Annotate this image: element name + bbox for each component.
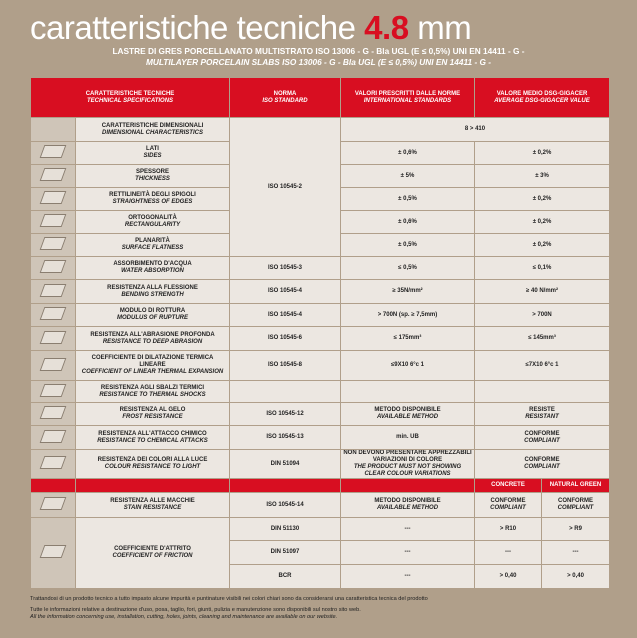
header-characteristics: CARATTERISTICHE TECNICHE TECHNICAL SPECIFICATIONS: [31, 78, 230, 118]
title-unit: mm: [417, 9, 472, 46]
table-row: CARATTERISTICHE DIMENSIONALI DIMENSIONAL CHARACTERISTICS ISO 10545-2 8 > 410: [31, 118, 610, 142]
table-row: BCR --- > 0,40 > 0,40: [31, 565, 610, 589]
thermal-shock-icon: [40, 384, 67, 397]
footnote-info-it: Tutte le informazioni relative a destinazione d'uso, posa, taglio, fori, giunti, pulizia e manutenzione sono disponibili sul nostro sito web.: [30, 607, 361, 613]
spec-table: [30, 77, 610, 589]
table-row: PLANARITÀ SURFACE FLATNESS ± 0,5% ± 0,2%: [31, 234, 610, 257]
flatness-icon: [40, 237, 67, 250]
footnote-info-en: All the information concerning use, installation, cutting, holes, joints, cleaning and maintenance are available on our website.: [30, 614, 338, 620]
table-row: MODULO DI ROTTURA MODULUS OF RUPTURE ISO 10545-4 > 700N (sp. ≥ 7,5mm) > 700N: [31, 304, 610, 327]
header-standard-values: VALORI PRESCRITTI DALLE NORME INTERNATIONAL STANDARDS: [341, 78, 475, 118]
table-row: COEFFICIENTE DI DILATAZIONE TERMICA LINEARE COEFFICIENT OF LINEAR THERMAL EXPANSION ISO 10545-8 ≤9X10 6°c 1 ≤7X10 6°c 1: [31, 351, 610, 381]
abrasion-icon: [40, 331, 67, 344]
table-row: ASSORBIMENTO D'ACQUA WATER ABSORPTION ISO 10545-3 ≤ 0,5% ≤ 0,1%: [31, 257, 610, 280]
subtitle-it: LASTRE DI GRES PORCELLANATO MULTISTRATO ISO 13006 - G - Bla UGL (E ≤ 0,5%) UNI EN 14411 - G -: [112, 46, 525, 56]
table-header: [31, 78, 610, 118]
finish-header-row: [31, 479, 610, 493]
table-row: RESISTENZA DEI COLORI ALLA LUCE COLOUR RESISTANCE TO LIGHT DIN 51094 NON DEVONO PRESENTARE APPREZZABILI VARIAZIONI DI COLORE THE PRODUCT MUST NOT SHOWING CLEAR COLOUR VARIATIONS CONFORME COMPLIANT: [31, 450, 610, 479]
table-row: RETTILINEITÀ DEGLI SPIGOLI STRAIGHTNESS OF EDGES ± 0,5% ± 0,2%: [31, 188, 610, 211]
subtitle-en: MULTILAYER PORCELAIN SLABS ISO 13006 - G - Bla UGL (E ≤ 0,5%) UNI EN 14411 - G -: [145, 57, 492, 67]
colour-light-icon: [40, 456, 67, 469]
footnote-impurities: Trattandosi di un prodotto tecnico a tutto impasto alcune impurità e puntinature visibili nei colori chiari sono da considerarsi una caratteristica tecnica del prodotto: [30, 596, 428, 602]
header-concrete: CONCRETE: [475, 479, 542, 493]
table-row: ORTOGONALITÀ RECTANGULARITY ± 0,6% ± 0,2%: [31, 211, 610, 234]
chemical-icon: [40, 430, 67, 443]
table-row: RESISTENZA ALL'ABRASIONE PROFONDA RESISTANCE TO DEEP ABRASION ISO 10545-6 ≤ 175mm³ ≤ 145mm³: [31, 327, 610, 351]
straightness-icon: [40, 191, 67, 204]
table-row: COEFFICIENTE D'ATTRITO COEFFICIENT OF FRICTION DIN 51130 --- > R10 > R9: [31, 518, 610, 541]
thickness-icon: [40, 168, 67, 181]
table-row: RESISTENZA ALLA FLESSIONE BENDING STRENGTH ISO 10545-4 ≥ 35N/mm² ≥ 40 N/mm²: [31, 280, 610, 304]
stain-icon: [40, 497, 67, 510]
water-absorption-icon: [40, 260, 67, 273]
norm-dimensional: ISO 10545-2: [230, 118, 341, 257]
friction-icon: [40, 545, 67, 558]
bending-strength-icon: [40, 284, 67, 297]
rupture-icon: [40, 307, 67, 320]
table-row: RESISTENZA ALL'ATTACCO CHIMICO RESISTANCE TO CHEMICAL ATTACKS ISO 10545-13 min. UB CONFORME COMPLIANT: [31, 426, 610, 450]
frost-icon: [40, 406, 67, 419]
table-row: DIN 51097 --- --- ---: [31, 541, 610, 565]
header-norm: NORMA ISO STANDARD: [230, 78, 341, 118]
table-row: RESISTENZA AL GELO FROST RESISTANCE ISO 10545-12 METODO DISPONIBILE AVAILABLE METHOD RESISTE RESISTANT: [31, 403, 610, 426]
rectangularity-icon: [40, 214, 67, 227]
page-title: [30, 10, 630, 46]
table-row: RESISTENZA ALLE MACCHIE STAIN RESISTANCE ISO 10545-14 METODO DISPONIBILE AVAILABLE METHOD CONFORME COMPLIANT CONFORME COMPLIANT: [31, 493, 610, 518]
header-average-value: VALORE MEDIO DSG-GIGACER AVERAGE DSG-GIGACER VALUE: [475, 78, 610, 118]
table-row: RESISTENZA AGLI SBALZI TERMICI RESISTANCE TO THERMAL SHOCKS: [31, 381, 610, 403]
title-text: caratteristiche tecniche: [30, 9, 356, 46]
table-row: LATI SIDES ± 0,6% ± 0,2%: [31, 142, 610, 165]
thermal-expansion-icon: [40, 358, 67, 371]
header-natural-green: NATURAL GREEN: [542, 479, 610, 493]
table-row: SPESSORE THICKNESS ± 5% ± 3%: [31, 165, 610, 188]
sides-icon: [40, 145, 67, 158]
title-thickness: 4.8: [364, 9, 409, 46]
